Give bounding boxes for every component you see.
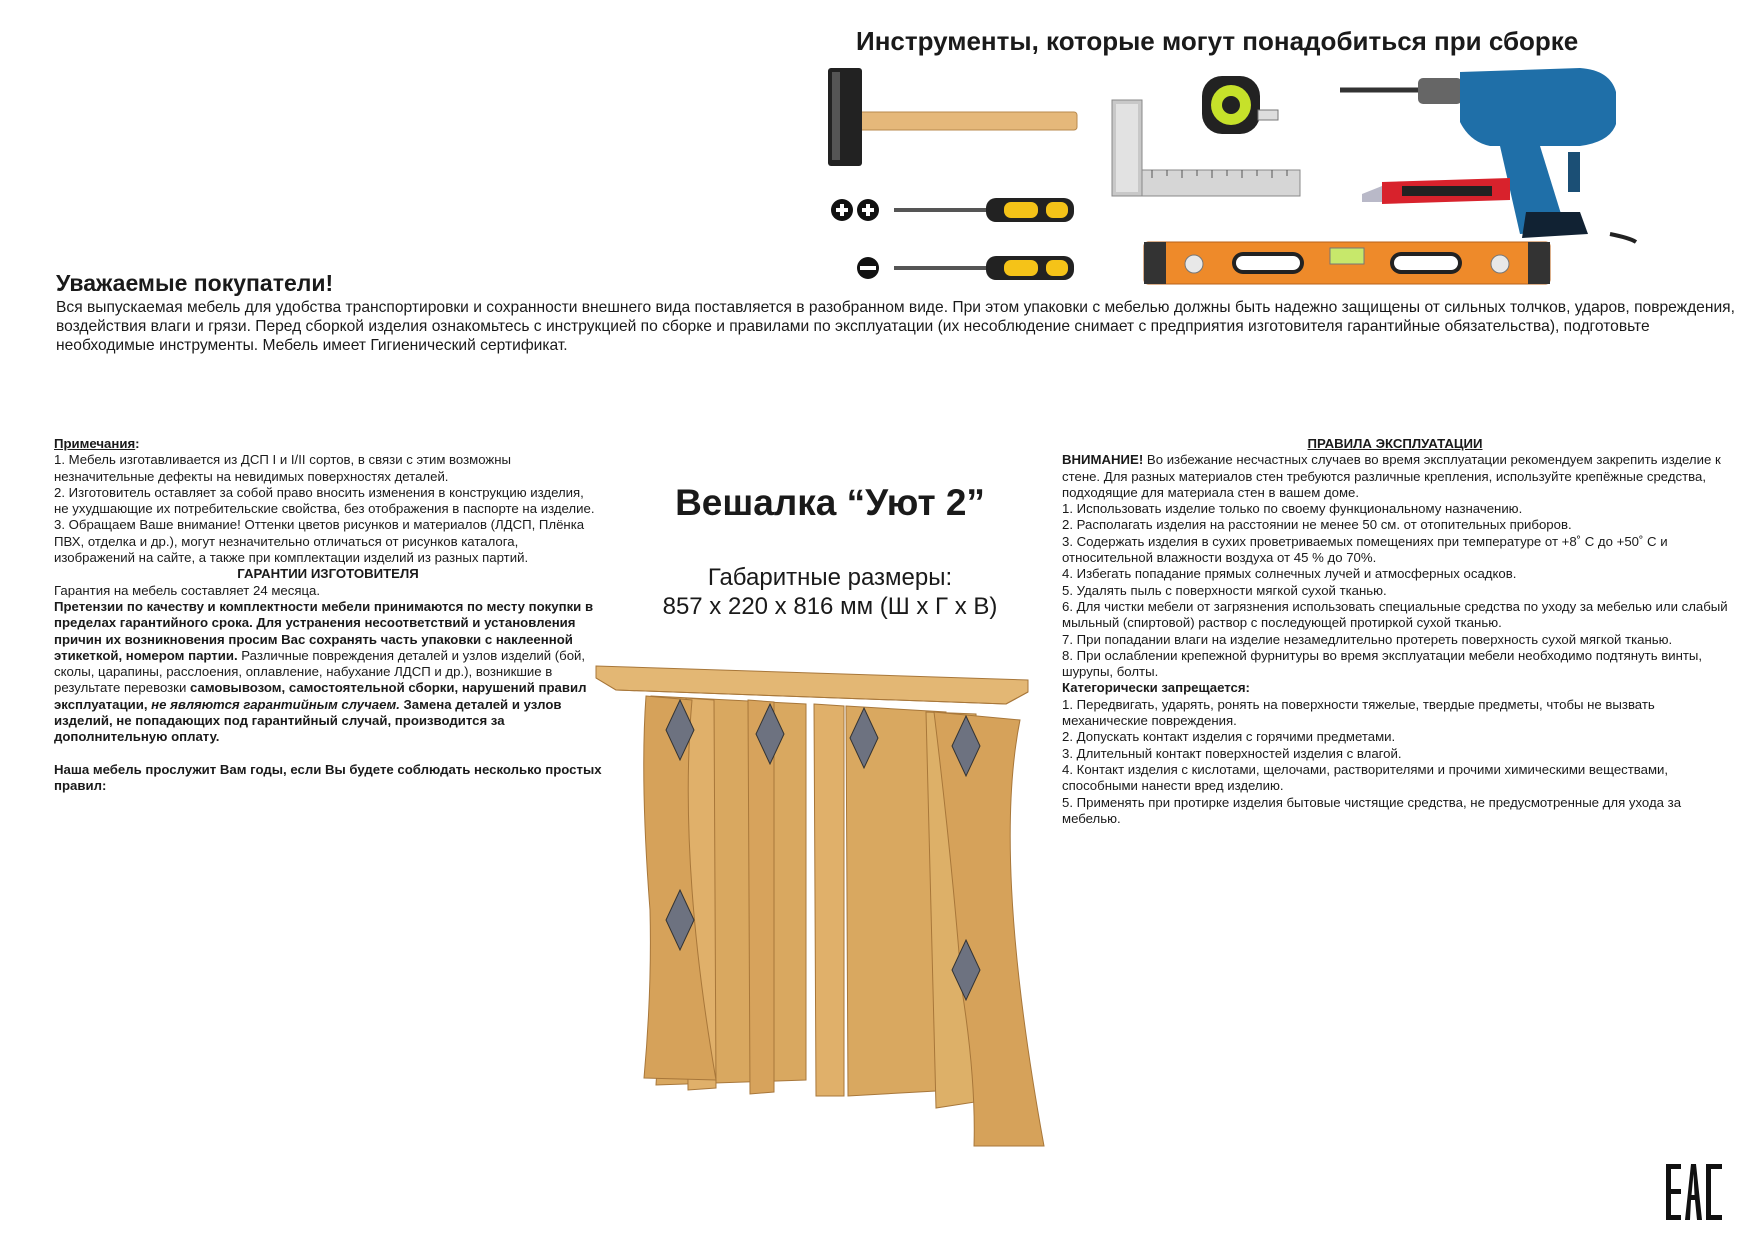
rule-item: 6. Для чистки мебели от загрязнения использовать специальные средства по уходу за мебелью или слабый мыльный (спиртовой) раствор с последующей протиркой сухой тканью. bbox=[1062, 598, 1728, 631]
flat-screwdriver-icon bbox=[856, 250, 1078, 286]
note-item: 1. Мебель изготавливается из ДСП I и I/II сортов, в связи с этим возможны незначительные дефекты на невидимых поверхностях деталей. bbox=[54, 452, 511, 484]
rule-item: 4. Избегать попадание прямых солнечных лучей и атмосферных осадков. bbox=[1062, 566, 1517, 582]
rule-item: 8. При ослаблении крепежной фурнитуры во время эксплуатации мебели необходимо подтянуть винты, шурупы, болты. bbox=[1062, 647, 1703, 680]
rule-item: 5. Удалять пыль с поверхности мягкой сухой тканью. bbox=[1062, 582, 1387, 598]
spirit-level-icon bbox=[1144, 240, 1550, 286]
rule-item: 2. Располагать изделия на расстоянии не менее 50 см. от отопительных приборов. bbox=[1062, 517, 1572, 533]
rule-item: 1. Использовать изделие только по своему функциональному назначению. bbox=[1062, 501, 1523, 517]
hammer-icon bbox=[824, 64, 1086, 170]
phillips-screwdriver-icon bbox=[830, 192, 1078, 228]
warranty-claims bbox=[54, 599, 602, 746]
warranty-not-covered: не являются гарантийным случаем. bbox=[147, 696, 400, 712]
forbidden-item: 1. Передвигать, ударять, ронять на поверхности тяжелые, твердые предметы, чтобы не вызвать механические повреждения. bbox=[1062, 696, 1655, 729]
warranty-claims-bold: Претензии по качеству и комплектности мебели принимаются по месту покупки в пределах гарантийного срока. Для устранения несоответствий и установления причин их возникновения просим Вас сохранять часть упаковки с наклеенной этикеткой, номером партии. bbox=[54, 598, 594, 663]
forbidden-title: Категорически запрещается: bbox=[1062, 680, 1250, 696]
warranty-damage-bold: самовывозом, самостоятельной сборки, нарушений правил эксплуатации, bbox=[54, 680, 587, 712]
notes-heading-colon: : bbox=[135, 436, 140, 451]
forbidden-item: 2. Допускать контакт изделия с горячими предметами. bbox=[1062, 729, 1396, 745]
utility-knife-icon bbox=[1362, 174, 1512, 208]
warranty-title: ГАРАНТИИ ИЗГОТОВИТЕЛЯ bbox=[237, 566, 419, 582]
rules-attention bbox=[1062, 452, 1728, 501]
dimensions-value: 857 х 220 х 816 мм (Ш х Г х В) bbox=[662, 593, 998, 620]
square-ruler-icon bbox=[1112, 98, 1302, 200]
note-item: 3. Обращаем Ваше внимание! Оттенки цветов рисунков и материалов (ЛДСП, Плёнка ПВХ, отделка и др.), могут незначительно отличаться от рисунков каталога, изображений на сайте, а также при комплектации изделий из разных партий. bbox=[54, 517, 585, 566]
product-title: Вешалка “Уют 2” bbox=[675, 482, 985, 523]
rules-title: ПРАВИЛА ЭКСПЛУАТАЦИИ bbox=[1307, 436, 1483, 451]
warranty-damage: Различные повреждения деталей и узлов изделий (бой, сколы, царапины, расслоения, оплавление, набухание ЛДСП и др.), возникшие в результате перевозки bbox=[54, 647, 586, 696]
note-item: 2. Изготовитель оставляет за собой право вносить изменения в конструкцию изделия, не ухудшающие их потребительские свойства, без отображения в паспорте на изделие. bbox=[54, 484, 595, 517]
rules-section bbox=[1062, 436, 1728, 827]
rule-item: 7. При попадании влаги на изделие незамедлительно протереть поверхность сухой мягкой тканью. bbox=[1062, 631, 1673, 647]
eac-mark-icon bbox=[1664, 1162, 1724, 1222]
drill-icon bbox=[1340, 62, 1640, 242]
attention-text: Во избежание несчастных случаев во время эксплуатации рекомендуем закрепить изделие к стене. Для разных материалов стен требуются различные крепления, используйте крепёжные средства, подходящие для материала стен в вашем доме. bbox=[1062, 452, 1721, 500]
tools-title: Инструменты, которые могут понадобиться при сборке bbox=[856, 26, 1579, 56]
greeting-title: Уважаемые покупатели! bbox=[56, 270, 334, 296]
warranty-replacement: Замена деталей и узлов изделий, не попадающих под гарантийный случай, производится за дополнительную оплату. bbox=[54, 696, 562, 745]
coat-rack-illustration bbox=[596, 660, 1048, 1160]
forbidden-item: 5. Применять при протирке изделия бытовые чистящие средства, не предусмотренные для ухода за мебелью. bbox=[1062, 794, 1682, 826]
warranty-period: Гарантия на мебель составляет 24 месяца. bbox=[54, 582, 321, 598]
dimensions-label: Габаритные размеры: bbox=[707, 564, 953, 591]
forbidden-item: 3. Длительный контакт поверхностей изделия с влагой. bbox=[1062, 745, 1402, 761]
forbidden-item: 4. Контакт изделия с кислотами, щелочами, растворителями и прочими химическими веществами, способными нанести вред изделию. bbox=[1062, 761, 1669, 794]
notes-section bbox=[54, 436, 602, 794]
product-dimensions bbox=[640, 563, 1020, 621]
warranty-closing: Наша мебель прослужит Вам годы, если Вы будете соблюдать несколько простых правил: bbox=[54, 761, 602, 793]
attention-label: ВНИМАНИЕ! bbox=[1062, 452, 1144, 468]
notes-heading: Примечания bbox=[54, 436, 136, 451]
rule-item: 3. Содержать изделия в сухих проветриваемых помещениях при температуре от +8˚ С до +50˚ С и относительной влажности воздуха от 45 % до 70%. bbox=[1062, 533, 1668, 566]
greeting-text: Вся выпускаемая мебель для удобства транспортировки и сохранности внешнего вида поставляется в разобранном виде. При этом упаковки с мебелью должны быть надежно защищены от сильных толчков, ударов, повреждения, воздействия влаги и грязи. Перед сборкой изделия ознакомьтесь с инструкцией по сборке и правилами по эксплуатации (их несоблюдение снимает с предприятия изготовителя гарантийные обязательства), подготовьте необходимые инструменты. Мебель имеет Гигиенический сертификат. bbox=[56, 299, 1735, 354]
